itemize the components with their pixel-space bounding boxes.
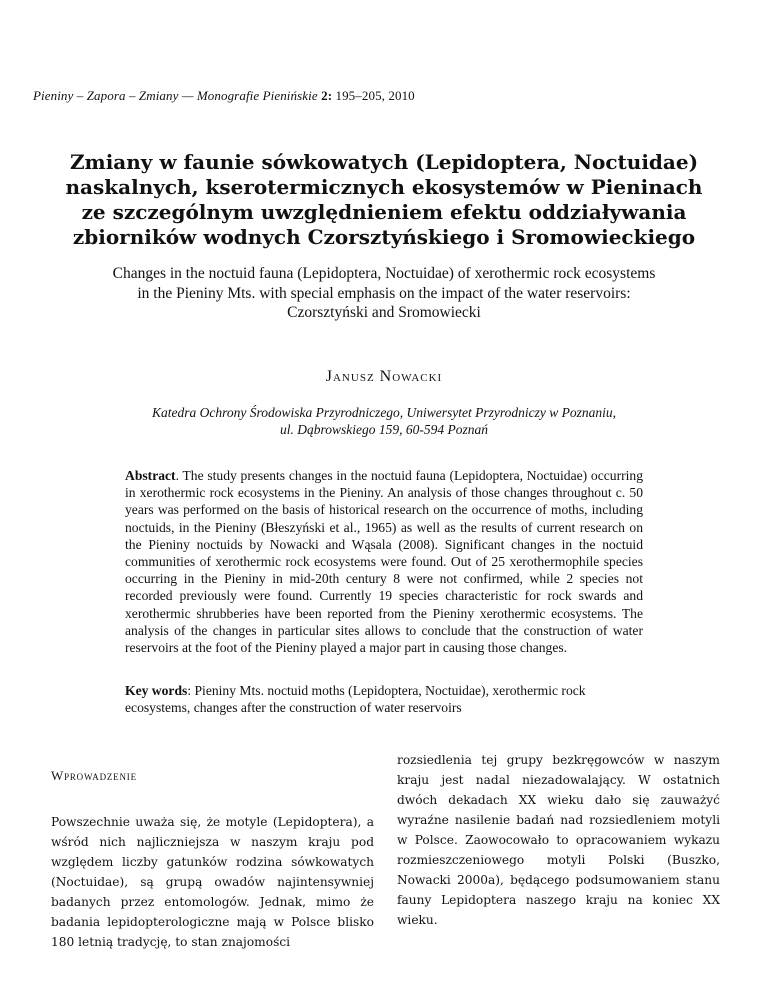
- section-heading: Wprowadzenie: [51, 768, 137, 783]
- title-line: ze szczególnym uwzględnieniem efektu oddziaływania: [81, 200, 687, 224]
- abstract-label: Abstract: [125, 468, 176, 483]
- author-affiliation: [40, 404, 728, 438]
- paper-title: [40, 150, 728, 250]
- body-column-right: rozsiedlenia tej grupy bezkręgowców w naszym kraju jest nadal niezadowalający. W ostatnich dwóch dekadach XX wieku dało się zauważyć wyraźne nasilenie badań nad rozsiedleniem motyli w Polsce. Zaowocowało to opracowaniem wykazu rozmieszczeniowego motyli Polski (Buszko, Nowacki 2000a), będącego podsumowaniem stanu fauny Lepidoptera naszego kraju na koniec XX wieku.: [397, 753, 720, 927]
- journal-volume: 2:: [321, 88, 333, 103]
- author-name: Janusz Nowacki: [325, 368, 443, 385]
- subtitle-line: Changes in the noctuid fauna (Lepidoptera, Noctuidae) of xerothermic rock ecosystems: [112, 265, 656, 282]
- journal-name: Pieniny – Zapora – Zmiany — Monografie Pienińskie: [33, 88, 318, 103]
- title-line: zbiorników wodnych Czorsztyńskiego i Sromowieckiego: [72, 225, 696, 249]
- abstract: [125, 467, 643, 656]
- affiliation-line: Katedra Ochrony Środowiska Przyrodniczego, Uniwersytet Przyrodniczy w Poznaniu,: [151, 405, 617, 420]
- journal-pages: 195–205, 2010: [335, 88, 415, 103]
- english-title: [40, 264, 728, 323]
- keywords-text: : Pieniny Mts. noctuid moths (Lepidoptera, Noctuidae), xerothermic rock ecosystems, changes after the construction of water reservoirs: [125, 683, 586, 716]
- body-column-left: Powszechnie uważa się, że motyle (Lepidoptera), a wśród nich najliczniejsza w naszym kraju pod względem liczby gatunków rodzina sówkowatych (Noctuidae), są grupą owadów najintensywniej badanych przez entomologów. Jednak, mimo że badania lepidopterologiczne mają w Polsce blisko 180 letnią tradycję, to stan znajomości: [51, 815, 374, 949]
- journal-citation: [33, 88, 415, 104]
- title-line: naskalnych, kserotermicznych ekosystemów w Pieninach: [65, 175, 703, 199]
- keywords: [125, 682, 643, 716]
- subtitle-line: Czorsztyński and Sromowiecki: [287, 304, 481, 321]
- keywords-label: Key words: [125, 683, 188, 698]
- title-line: Zmiany w faunie sówkowatych (Lepidoptera, Noctuidae): [69, 150, 699, 174]
- subtitle-line: in the Pieniny Mts. with special emphasis on the impact of the water reservoirs:: [137, 284, 631, 302]
- abstract-text: . The study presents changes in the noctuid fauna (Lepidoptera, Noctuidae) occurring in xerothermic rock ecosystems in the Pieniny. An analysis of those changes throughout c. 50 years was performed on the basis of historical research on the occurrence of moths, including noctuids, in the Pieniny (Błeszyński et al., 1965) as well as the results of current research on the Pieniny noctuids by Nowacki and Wąsala (2008). Significant changes in the noctuid communities of xerothermic rock ecosystems were found. Out of 25 xerothermophile species occurring in the Pieniny in mid-20th century 8 were not confirmed, while 2 species not recorded previously were found. Currently 19 species characteristic for rock swards and xerothermic shrubberies have been reported from the Pieniny xerothermic ecosystems. The analysis of the changes in particular sites allows to conclude that the construction of water reservoirs at the foot of the Pieniny played a major part in causing those changes.: [125, 468, 643, 656]
- affiliation-line: ul. Dąbrowskiego 159, 60-594 Poznań: [280, 422, 488, 437]
